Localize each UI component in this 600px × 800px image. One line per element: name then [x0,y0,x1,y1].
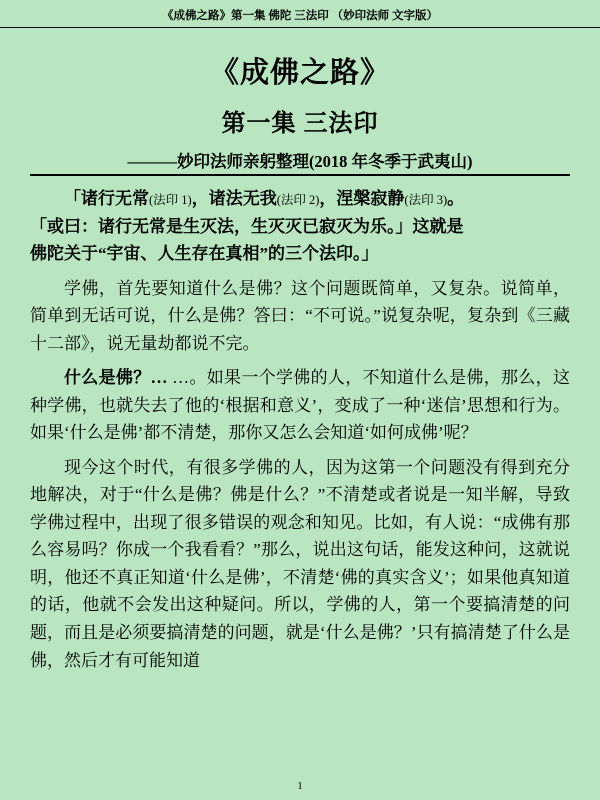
seal-3-note: (法印 3) [404,193,448,207]
header-divider [0,27,600,28]
seal-2-text: ，诸法无我 [191,189,277,208]
seal-end-punct: 。 [447,189,465,208]
quote-prefix: 「或曰： [30,216,98,236]
document-subtitle: 第一集 三法印 [221,111,379,137]
paragraph-modern-era: 现今这个时代，有很多学佛的人，因为这第一个问题没有得到充分地解决，对于“什么是佛？佛是什么？”不清楚或者说是一知半解，导致学佛过程中，出现了很多错误的观念和知见。比如，有人说：“成佛有那么容易吗？你成一个我看看？”那么，说出这句话，能发这种问，这就说明，他还不真正知道‘什么是佛’，不清楚‘佛的真实含义’；如果他真知道的话，他就不会发出这种疑问。所以，学佛的人，第一个要搞清楚的问题，而且是必须要搞清楚的问题，就是‘什么是佛？’只有搞清楚了什么是佛，然后才有可能知道 [30,457,570,670]
seal-2-note: (法印 2) [276,193,320,207]
page-number: 1 [297,780,303,792]
byline-text: ———妙印法师亲躬整理(2018 年冬季于武夷山) [127,152,473,171]
document-content [0,50,600,674]
paragraph-quote-line [30,213,570,241]
quote-suffix: 。」这就是 [387,216,464,236]
paragraph-what-is-buddha-question [30,364,570,447]
document-title: 《成佛之路》 [209,57,390,89]
paragraph-three-dharma-seals [30,185,570,213]
quote-main: 诸行无常是生灭法，生灭灭已寂灭为乐 [98,216,387,236]
seal-1-text: 「诸行无常 [64,189,149,208]
running-header: 《成佛之路》第一集 佛陀 三法印 （妙印法师 文字版） [162,10,438,22]
document-byline [30,148,570,176]
question-bold-lead: 什么是佛？… [64,368,168,388]
seal-3-text: ，涅槃寂静 [319,189,405,208]
question-rest: …。如果一个学佛的人，不知道什么是佛，那么，这种学佛，也就失去了他的‘根据和意义’，变成了一种‘迷信’思想和行为。如果‘什么是佛’都不清楚，那你又怎么会知道‘如何成佛’呢？ [30,368,570,443]
paragraph-seals-conclusion: 佛陀关于“宇宙、人生存在真相”的三个法印。」 [30,244,379,264]
paragraph-what-is-buddha-intro: 学佛，首先要知道什么是佛？这个问题既简单，又复杂。说简单，简单到无话可说，什么是佛？答曰：“不可说。”说复杂呢，复杂到《三藏十二部》，说无量劫都说不完。 [30,278,570,353]
seal-1-note: (法印 1) [149,193,192,207]
